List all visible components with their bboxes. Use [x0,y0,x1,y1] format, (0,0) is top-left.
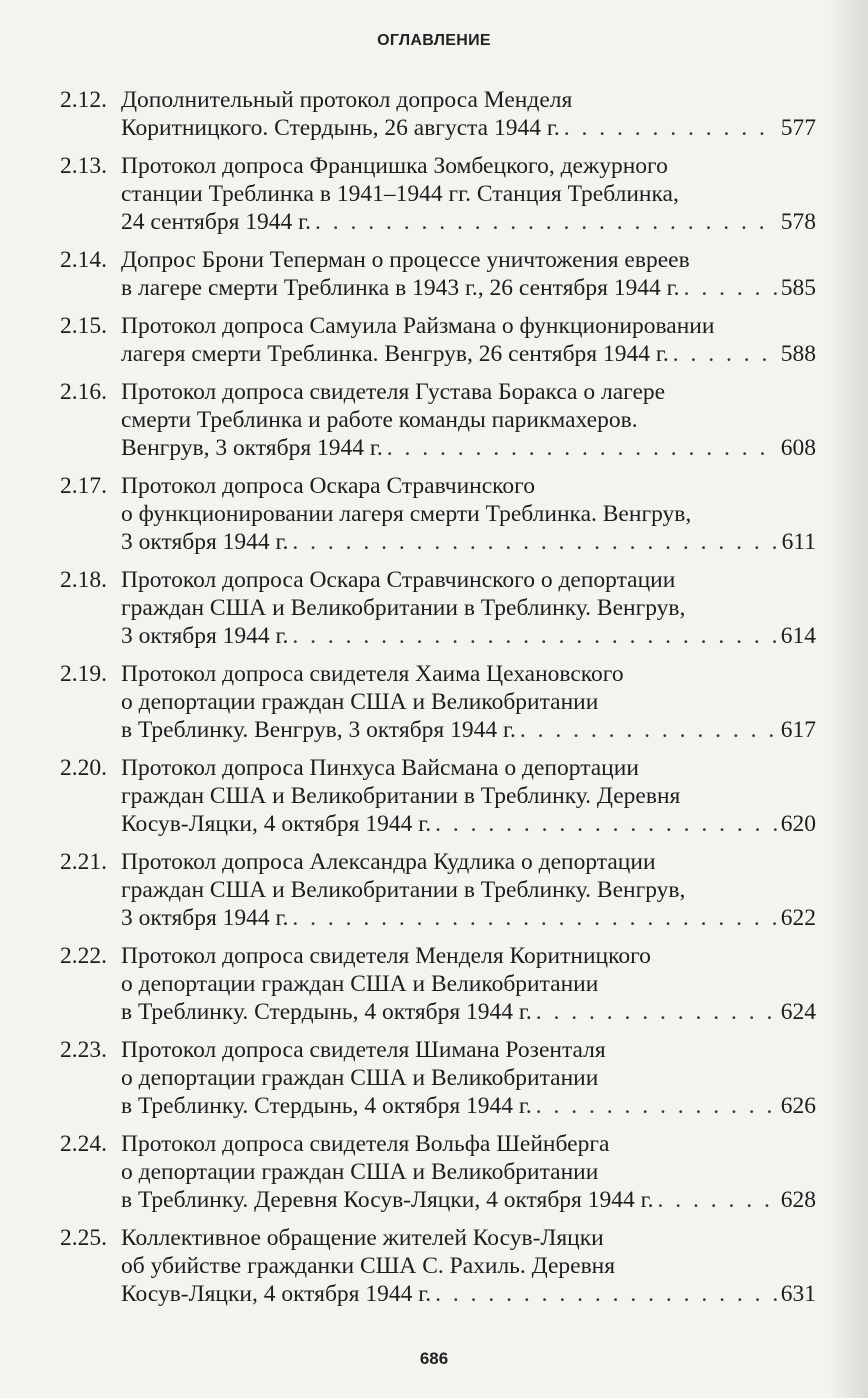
toc-entry-title-line: Протокол допроса Самуила Райзмана о функционировании [121,313,715,339]
toc-entry-title [121,660,816,744]
toc-entry [60,566,816,650]
toc-entry-last-line [121,208,816,236]
toc-entry [60,86,816,142]
toc-entry-title-line: граждан США и Великобритании в Треблинку. Венгрув, [121,877,686,903]
toc-entry-title-line: граждан США и Великобритании в Треблинку. Венгрув, [121,595,686,621]
dot-leader [684,274,777,302]
toc-entry [60,1130,816,1214]
toc-entry-title-line: Коритницкого. Стердынь, 26 августа 1944 г. [121,115,560,141]
toc-entry-title-line: Венгрув, 3 октября 1944 г. [121,435,383,461]
toc-entry-title [121,152,816,236]
dot-leader [387,434,777,462]
toc-entry-number: 2.23. [60,1037,107,1063]
toc-entry [60,312,816,368]
toc-entry-title [121,942,816,1026]
toc-entry-page: 628 [780,1187,816,1213]
toc-entry-last-line [121,434,816,462]
dot-leader [435,1280,777,1308]
toc-entry-title-line: Протокол допроса Оскара Стравчинского [121,473,535,499]
toc-entry-last-line [121,340,816,368]
dot-leader [435,810,777,838]
toc-entry-last-line [121,716,816,744]
toc-entry-last-line [121,998,816,1026]
toc-entry-title-line: в Треблинку. Венгрув, 3 октября 1944 г. [121,717,516,743]
dot-leader [564,114,777,142]
toc-entry [60,942,816,1026]
toc-entry-title [121,312,816,368]
dot-leader [315,208,777,236]
toc-entry-title [121,1036,816,1120]
dot-leader [673,340,777,368]
toc-entry-number: 2.25. [60,1225,107,1251]
toc-entry-title-line: в Треблинку. Стердынь, 4 октября 1944 г. [121,999,532,1025]
toc-entry-number: 2.16. [60,379,107,405]
toc-entry-title-line: Коллективное обращение жителей Косув-Ляцки [121,1225,604,1251]
toc-entry-title-line: Протокол допроса свидетеля Вольфа Шейнберга [121,1131,610,1157]
toc-entry-title [121,86,816,142]
toc-entry-title-line: о депортации граждан США и Великобритании [121,1159,599,1185]
toc-entry-number: 2.14. [60,247,107,273]
toc-entry [60,378,816,462]
dot-leader [536,1092,777,1120]
toc-entry-title-line: о функционировании лагеря смерти Треблинка. Венгрув, [121,501,692,527]
toc-entry-title [121,1224,816,1308]
page-number: 686 [419,1349,449,1368]
toc-entry-page: 577 [780,115,816,141]
toc-entry-title [121,246,816,302]
toc-entry-page: 622 [780,905,816,931]
toc-entry-title-line: об убийстве гражданки США С. Рахиль. Деревня [121,1253,616,1279]
toc-entry [60,848,816,932]
toc-entry [60,152,816,236]
toc-entry [60,754,816,838]
toc-entry-title-line: Протокол допроса Александра Кудлика о депортации [121,849,656,875]
toc-entry-number: 2.22. [60,943,107,969]
toc-entry-title [121,472,816,556]
table-of-contents [60,86,816,1318]
toc-entry-number: 2.21. [60,849,107,875]
toc-entry-title-line: Протокол допроса свидетеля Хаима Цехановского [121,661,624,687]
toc-entry-title-line: лагеря смерти Треблинка. Венгрув, 26 сентября 1944 г. [121,341,669,367]
toc-entry-title [121,1130,816,1214]
toc-entry-page: 578 [780,209,816,235]
toc-entry-number: 2.15. [60,313,107,339]
toc-entry-title-line: 24 сентября 1944 г. [121,209,311,235]
toc-entry-title-line: о депортации граждан США и Великобритании [121,1065,599,1091]
toc-entry-title-line: Косув-Ляцки, 4 октября 1944 г. [121,1281,432,1307]
toc-entry-page: 608 [780,435,816,461]
toc-entry [60,472,816,556]
toc-entry-page: 626 [780,1093,816,1119]
toc-entry-page: 611 [781,529,816,555]
toc-entry-page: 624 [780,999,816,1025]
toc-entry-title-line: Протокол допроса свидетеля Густава Боракса о лагере [121,379,666,405]
toc-entry-last-line [121,810,816,838]
toc-entry-title-line: 3 октября 1944 г. [121,623,289,649]
toc-entry-title-line: 3 октября 1944 г. [121,905,289,931]
toc-entry-last-line [121,528,816,556]
toc-entry-page: 585 [780,275,816,301]
toc-entry-title-line: Протокол допроса Оскара Стравчинского о депортации [121,567,676,593]
toc-entry-title-line: 3 октября 1944 г. [121,529,289,555]
toc-entry-last-line [121,114,816,142]
dot-leader [657,1186,776,1214]
toc-entry-title [121,566,816,650]
toc-entry-number: 2.17. [60,473,107,499]
toc-entry-page: 620 [780,811,816,837]
toc-entry-title [121,754,816,838]
toc-entry-last-line [121,274,816,302]
toc-entry-title-line: Протокол допроса свидетеля Шимана Розенталя [121,1037,606,1063]
dot-leader [292,528,777,556]
toc-entry-number: 2.19. [60,661,107,687]
toc-entry [60,1224,816,1308]
toc-entry-title-line: в Треблинку. Стердынь, 4 октября 1944 г. [121,1093,532,1119]
toc-entry-page: 631 [780,1281,816,1307]
toc-entry-page: 614 [780,623,816,649]
toc-entry-title-line: в Треблинку. Деревня Косув-Ляцки, 4 октября 1944 г. [121,1187,654,1213]
toc-entry-last-line [121,904,816,932]
toc-entry-number: 2.24. [60,1131,107,1157]
toc-entry-number: 2.18. [60,567,107,593]
toc-entry-page: 617 [780,717,816,743]
page-title: ОГЛАВЛЕНИЕ [377,32,491,49]
dot-leader [536,998,777,1026]
toc-entry-title-line: о депортации граждан США и Великобритании [121,689,599,715]
toc-entry-title-line: о депортации граждан США и Великобритании [121,971,599,997]
toc-entry-page: 588 [780,341,816,367]
toc-entry [60,1036,816,1120]
toc-entry-title-line: граждан США и Великобритании в Треблинку. Деревня [121,783,681,809]
toc-entry-title-line: смерти Треблинка и работе команды парикмахеров. [121,407,638,433]
toc-entry-title-line: станции Треблинка в 1941–1944 гг. Станция Треблинка, [121,181,679,207]
toc-entry-title-line: Протокол допроса Пинхуса Вайсмана о депортации [121,755,639,781]
toc-entry-title-line: Допрос Брони Теперман о процессе уничтожения евреев [121,247,690,273]
toc-entry-last-line [121,622,816,650]
toc-entry-title-line: Дополнительный протокол допроса Менделя [121,87,573,113]
page-edge-shadow [828,0,868,1398]
toc-entry-title [121,378,816,462]
toc-entry [60,246,816,302]
toc-entry-number: 2.20. [60,755,107,781]
toc-entry-title-line: Косув-Ляцки, 4 октября 1944 г. [121,811,432,837]
toc-entry-last-line [121,1280,816,1308]
toc-entry-title-line: в лагере смерти Треблинка в 1943 г., 26 сентября 1944 г. [121,275,680,301]
dot-leader [520,716,777,744]
toc-entry [60,660,816,744]
toc-entry-title [121,848,816,932]
toc-entry-title-line: Протокол допроса Францишка Зомбецкого, дежурного [121,153,668,179]
toc-entry-last-line [121,1092,816,1120]
dot-leader [292,622,776,650]
toc-entry-number: 2.13. [60,153,107,179]
toc-entry-title-line: Протокол допроса свидетеля Менделя Коритницкого [121,943,651,969]
toc-entry-last-line [121,1186,816,1214]
toc-entry-number: 2.12. [60,87,107,113]
dot-leader [292,904,776,932]
